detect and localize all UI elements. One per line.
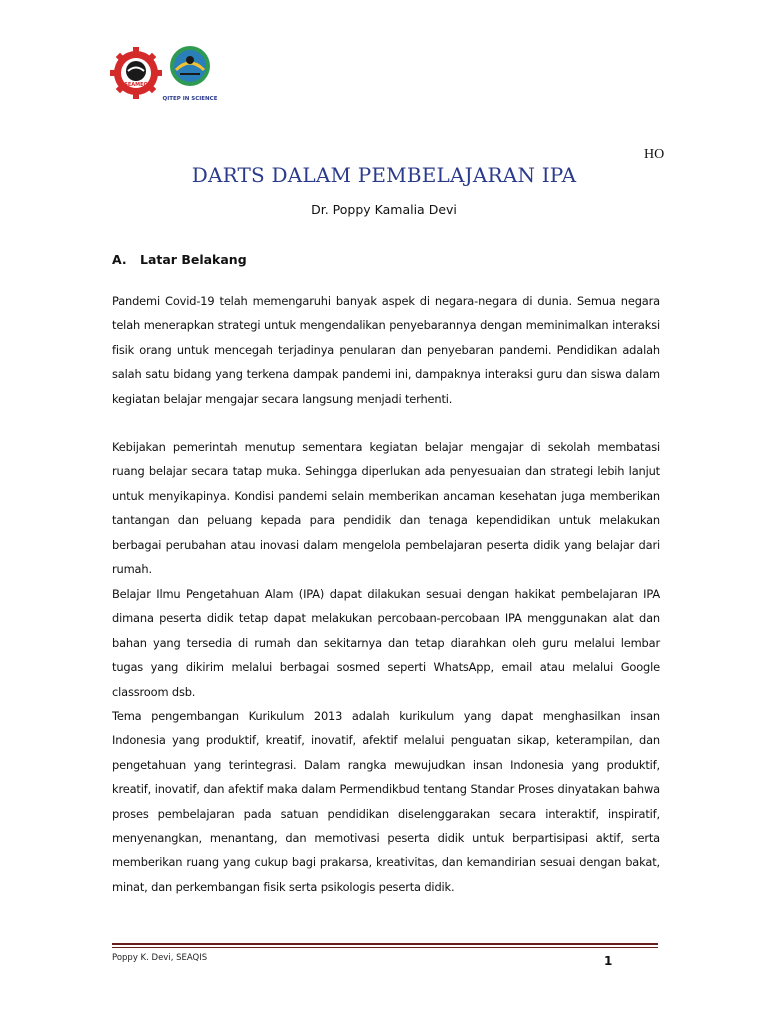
page-number: 1 bbox=[604, 954, 613, 968]
paragraph-2: Kebijakan pemerintah menutup sementara kegiatan belajar mengajar di sekolah membatasi ruang belajar secara tatap muka. Sehingga diperlukan ada penyesuaian dan strategi lebih lanjut untuk menyikapinya. Kondisi pandemi selain memberikan ancaman kesehatan juga memberikan tantangan dan peluang kepada para pendidik dan tenaga kependidikan untuk melakukan berbagai perubahan atau inovasi dalam mengelola pembelajaran peserta didik yang belajar dari rumah. bbox=[112, 440, 660, 577]
handout-label: HO bbox=[644, 147, 665, 162]
document-title: DARTS DALAM PEMBELAJARAN IPA bbox=[191, 163, 577, 187]
section-title: Latar Belakang bbox=[140, 252, 247, 267]
document-author: Dr. Poppy Kamalia Devi bbox=[311, 202, 457, 217]
section-number: A. bbox=[112, 252, 127, 267]
header-logos bbox=[110, 40, 220, 106]
section-heading bbox=[112, 252, 247, 267]
paragraph-4: Tema pengembangan Kurikulum 2013 adalah kurikulum yang dapat menghasilkan insan Indonesia yang produktif, kreatif, inovatif, afektif melalui penguatan sikap, keterampilan, dan pengetahuan yang terintegrasi. Dalam rangka mewujudkan insan Indonesia yang produktif, kreatif, inovatif, dan afektif maka dalam Permendikbud tentang Standar Proses dinyatakan bahwa proses pembelajaran pada satuan pendidikan diselenggarakan secara interaktif, inspiratif, menyenangkan, menantang, dan memotivasi peserta didik untuk berpartisipasi aktif, serta memberikan ruang yang cukup bagi prakarsa, kreativitas, dan kemandirian sesuai dengan bakat, minat, dan perkembangan fisik serta psikologis peserta didik. bbox=[112, 709, 660, 894]
footer-rule-thick bbox=[112, 943, 658, 945]
qitep-globe-icon bbox=[163, 46, 218, 102]
seameo-text: SEAMEO bbox=[124, 82, 148, 88]
footer-rule-thin bbox=[112, 947, 658, 948]
qitep-text: QITEP IN SCIENCE bbox=[162, 96, 218, 102]
paragraph-3: Belajar Ilmu Pengetahuan Alam (IPA) dapat dilakukan sesuai dengan hakikat pembelajaran IPA dimana peserta didik tetap dapat melakukan percobaan-percobaan IPA menggunakan alat dan bahan yang tersedia di rumah dan sekitarnya dan tetap diarahkan oleh guru melalui lembar tugas yang dikirim melalui berbagai sosmed seperti WhatsApp, email atau melalui Google classroom dsb. bbox=[112, 587, 660, 699]
seameo-qitep-logo bbox=[110, 40, 220, 106]
footer-author: Poppy K. Devi, SEAQIS bbox=[112, 953, 208, 963]
seameo-gear-icon bbox=[110, 47, 162, 99]
paragraph-1: Pandemi Covid-19 telah memengaruhi banyak aspek di negara-negara di dunia. Semua negara telah menerapkan strategi untuk mengendalikan penyebarannya dengan meminimalkan interaksi fisik orang untuk mencegah terjadinya penularan dan penyebaran pandemi. Pendidikan adalah salah satu bidang yang terkena dampak pandemi ini, dampaknya interaksi guru dan siswa dalam kegiatan belajar mengajar secara langsung menjadi terhenti. bbox=[112, 294, 660, 406]
